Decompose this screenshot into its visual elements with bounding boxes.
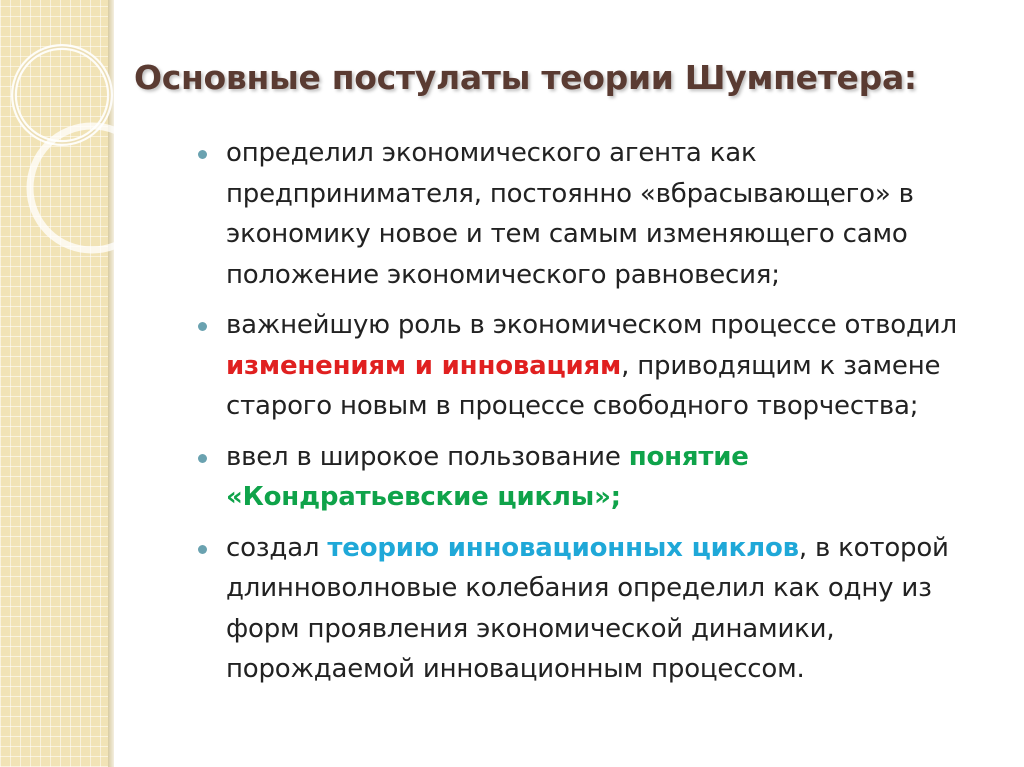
slide-title: Основные постулаты теории Шумпетера:: [134, 58, 917, 97]
bullet-text: создал: [226, 532, 328, 563]
bullet-marker: [198, 454, 207, 463]
highlight-green-text: понятие «Кондратьевские циклы»;: [226, 441, 749, 512]
bullet-item: [196, 528, 996, 690]
bullet-text: определил экономического агента как предпринимателя, постоянно «вбрасывающего» в экономику новое и тем самым изменяющего само положение экономического равновесия;: [226, 138, 914, 290]
decorative-rings: [0, 0, 130, 767]
bullet-text-continued: , в которой длинноволновые колебания определил как одну из форм проявления экономической динамики, порождаемой инновационным процессом.: [226, 532, 949, 684]
bullet-list: [196, 133, 996, 700]
bullet-text-continued: , приводящим к замене старого новым в процессе свободного творчества;: [226, 350, 941, 421]
bullet-text: важнейшую роль в экономическом процессе отводил: [226, 310, 957, 340]
bullet-item: [196, 133, 996, 295]
highlight-blue-text: теорию инновационных циклов: [327, 532, 799, 563]
bullet-item: [196, 437, 996, 518]
decorative-ring-lower: [30, 126, 130, 250]
bullet-text: ввел в широкое пользование: [226, 441, 629, 472]
bullet-marker: [198, 545, 207, 554]
bullet-marker: [198, 322, 207, 331]
bullet-item: [196, 305, 996, 427]
highlight-red-text: изменениям и инновациям: [226, 350, 622, 381]
bullet-marker: [198, 150, 207, 159]
